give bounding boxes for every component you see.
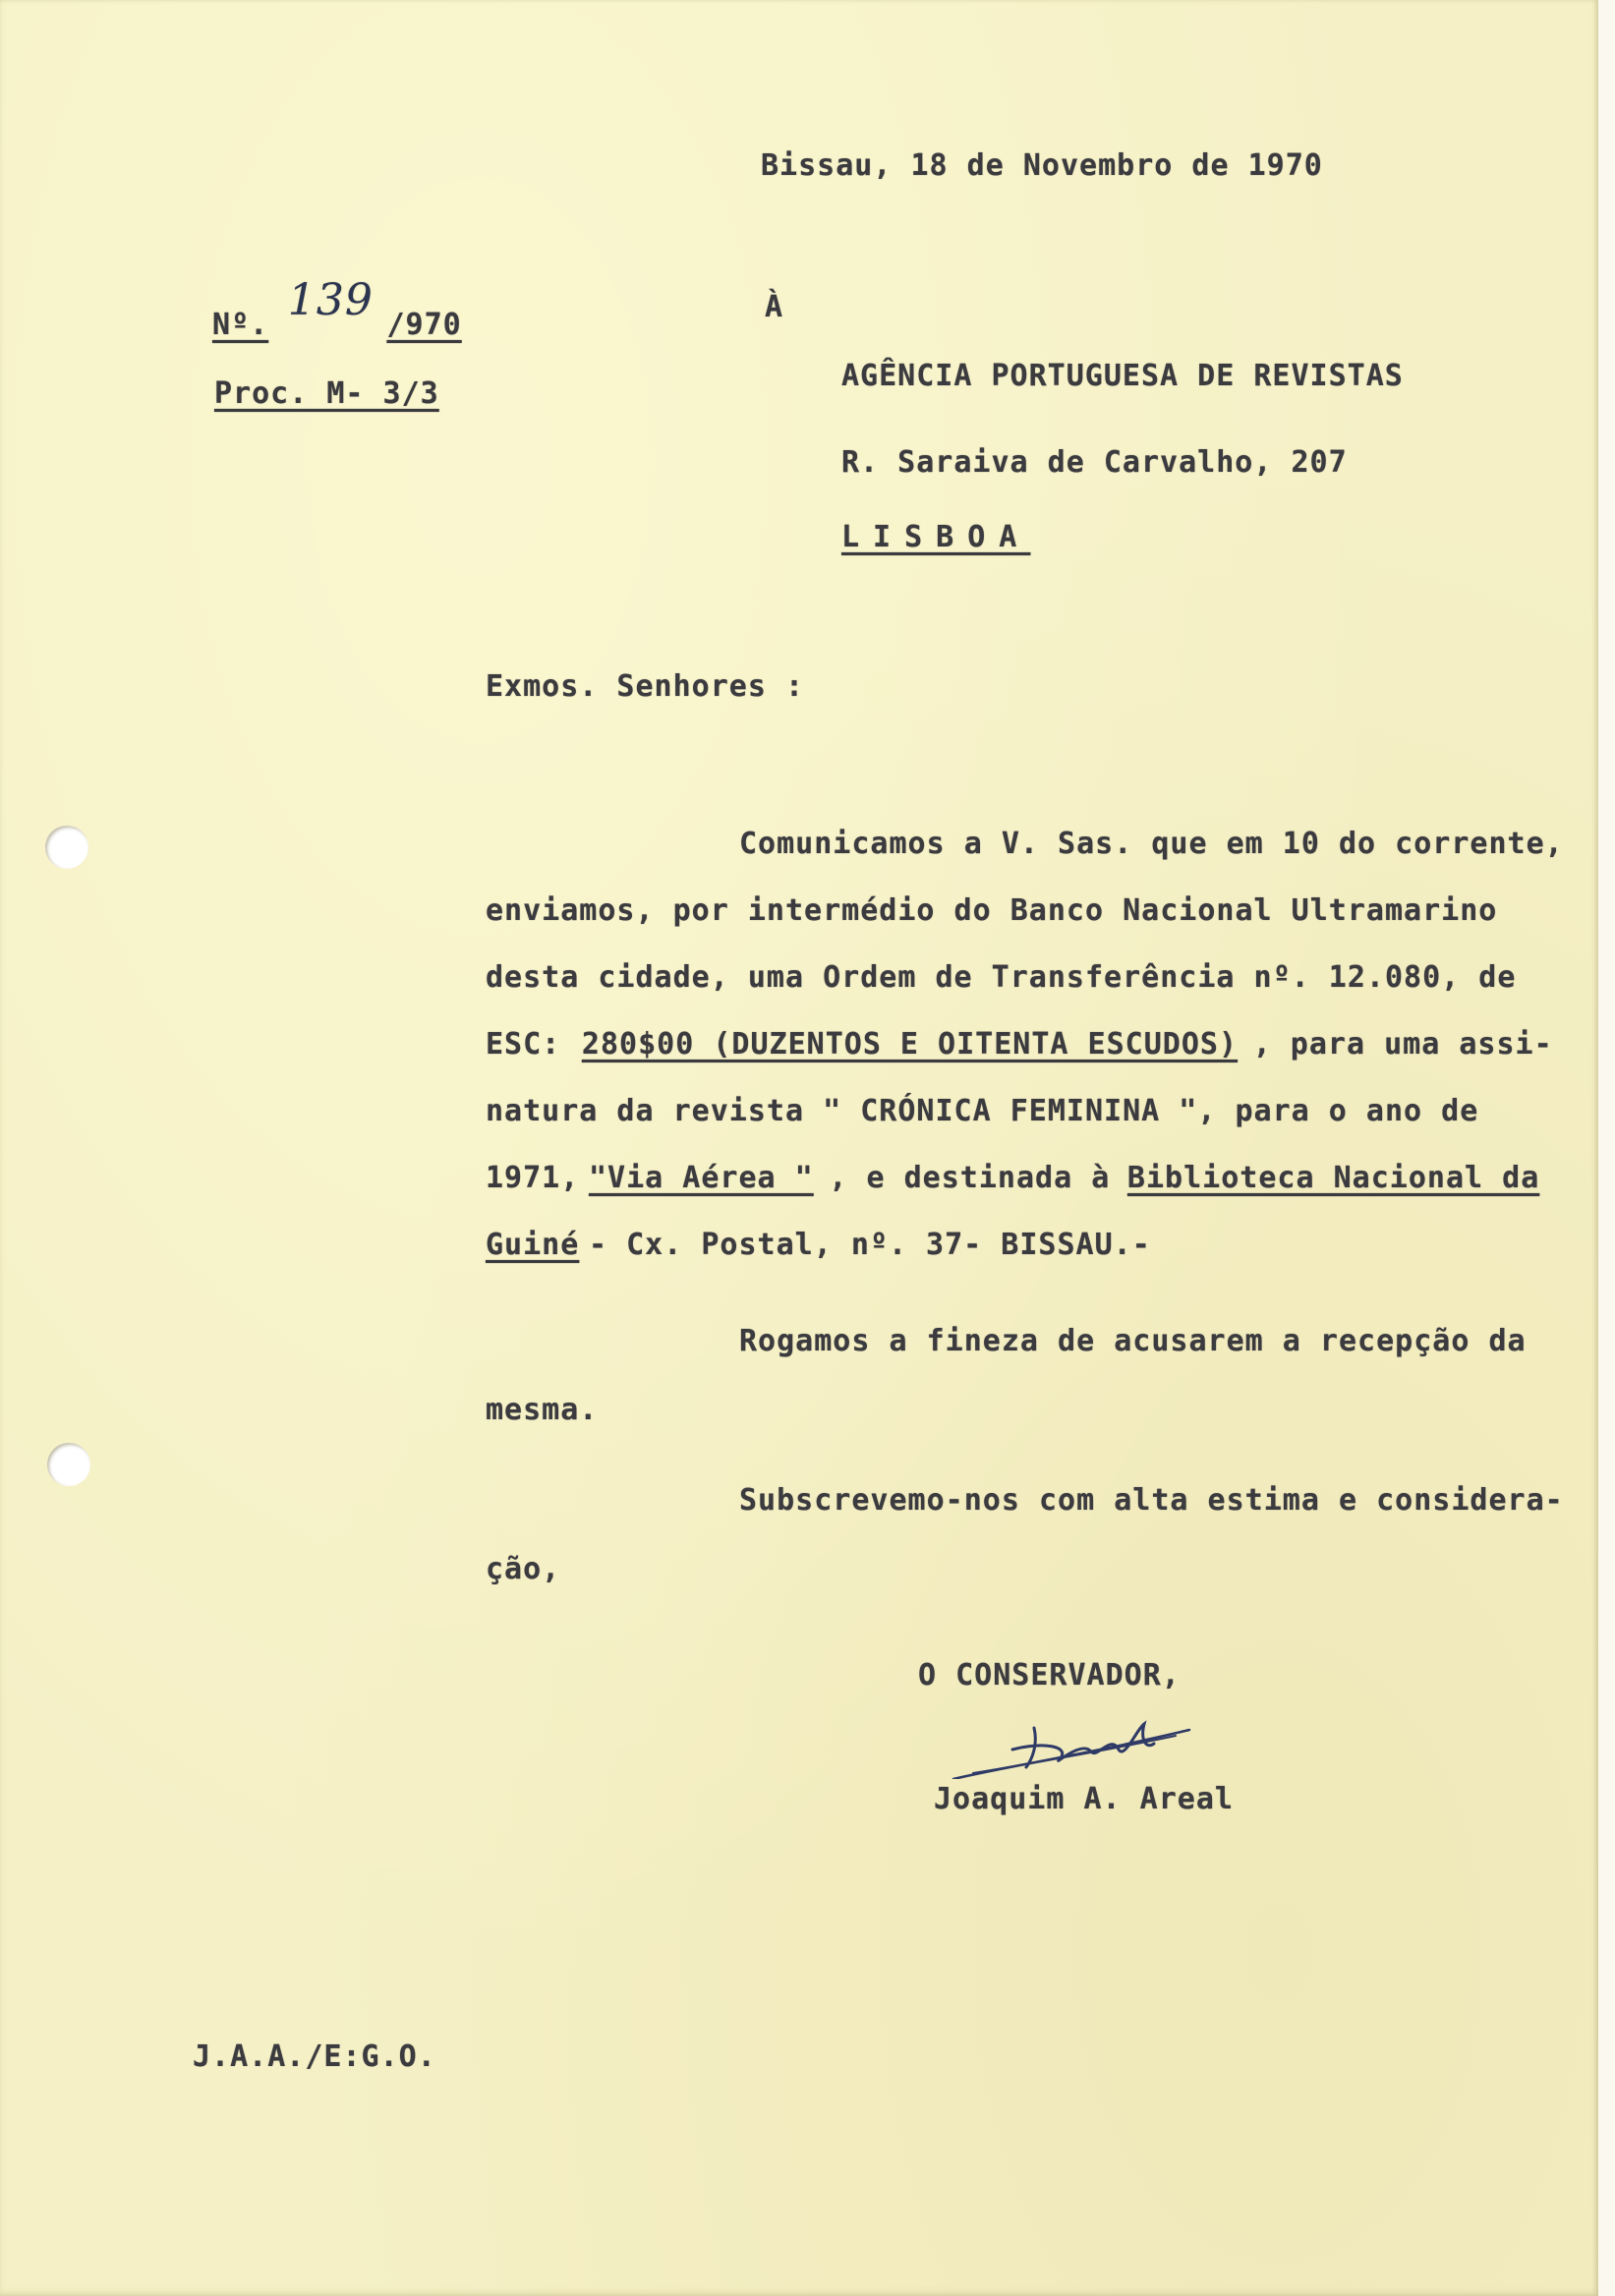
- body-line-4: [486, 1027, 1553, 1062]
- recipient-name: AGÊNCIA PORTUGUESA DE REVISTAS: [841, 359, 1404, 393]
- body-line-2: enviamos, por intermédio do Banco Nacional Ultramarino: [486, 893, 1498, 928]
- air-mail-note: "Via Aérea ": [588, 1161, 814, 1195]
- library-country: Guiné: [486, 1228, 580, 1262]
- recipient-street: R. Saraiva de Carvalho, 207: [841, 445, 1348, 480]
- subscription-year: 1971,: [486, 1161, 580, 1195]
- date-line: Bissau, 18 de Novembro de 1970: [761, 148, 1323, 183]
- transfer-amount: 280$00 (DUZENTOS E OITENTA ESCUDOS): [581, 1027, 1239, 1062]
- library-name: Biblioteca Nacional da: [1126, 1161, 1540, 1195]
- reference-handwritten-number: 139: [287, 275, 374, 325]
- process-reference: Proc. M- 3/3: [214, 376, 439, 411]
- body-p3-line-2: ção,: [486, 1552, 561, 1586]
- punch-hole-upper: [45, 826, 88, 869]
- body-line-6-mid: , e destinada à: [829, 1161, 1111, 1195]
- signer-name: Joaquim A. Areal: [934, 1782, 1234, 1816]
- reference-number: [212, 275, 462, 342]
- handwritten-signature: [944, 1691, 1199, 1779]
- signer-title: O CONSERVADOR,: [918, 1658, 1181, 1693]
- postal-address: - Cx. Postal, nº. 37- BISSAU.-: [588, 1228, 1151, 1262]
- punch-hole-lower: [47, 1443, 90, 1486]
- recipient-preposition: À: [765, 290, 784, 324]
- salutation: Exmos. Senhores :: [486, 669, 805, 704]
- recipient-city: LISBOA: [841, 520, 1031, 554]
- body-line-4-end: , para uma assi-: [1252, 1027, 1553, 1062]
- body-line-3: desta cidade, uma Ordem de Transferência nº. 12.080, de: [486, 960, 1517, 995]
- body-p2-line-2: mesma.: [486, 1393, 599, 1427]
- body-line-5: natura da revista " CRÓNICA FEMININA ", para o ano de: [486, 1094, 1479, 1128]
- body-line-6: [486, 1161, 1540, 1195]
- body-line-7: [486, 1228, 1151, 1262]
- body-line-1: Comunicamos a V. Sas. que em 10 do corrente,: [739, 827, 1564, 861]
- typist-initials: J.A.A./E:G.O.: [193, 2039, 436, 2074]
- reference-prefix: Nº.: [212, 308, 269, 342]
- currency-label: ESC:: [486, 1027, 561, 1062]
- body-p2-line-1: Rogamos a fineza de acusarem a recepção da: [739, 1324, 1527, 1358]
- reference-year: /970: [386, 308, 462, 342]
- body-p3-line-1: Subscrevemo-nos com alta estima e considera-: [739, 1483, 1564, 1518]
